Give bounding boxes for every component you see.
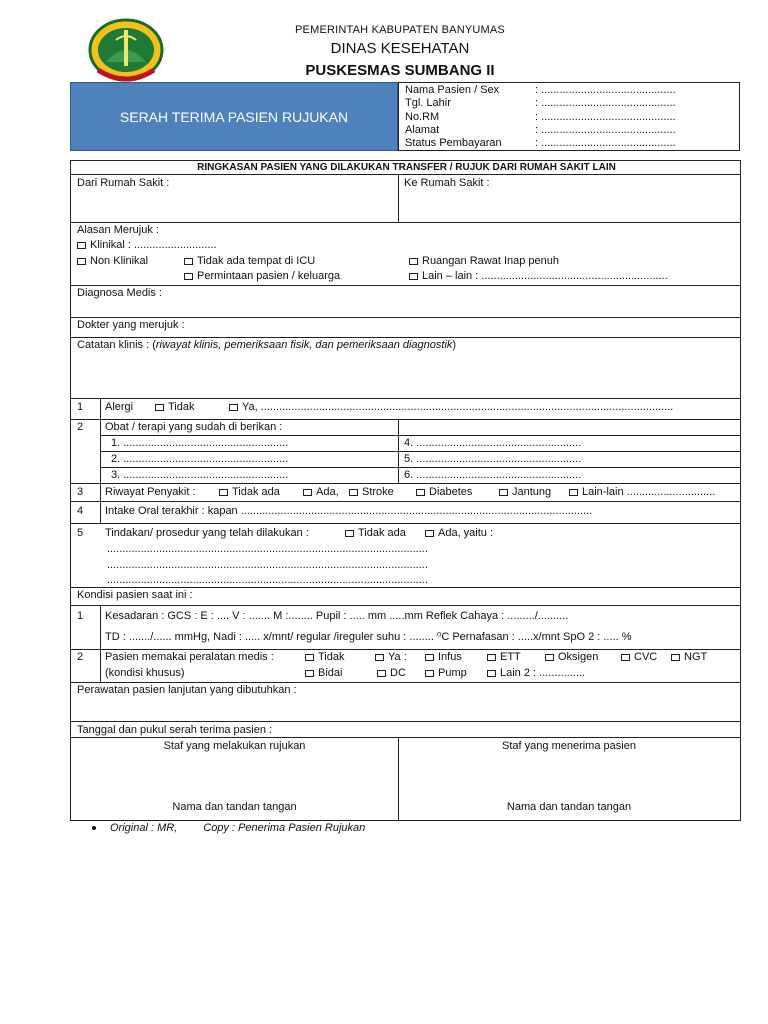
referral-form — [70, 160, 741, 821]
header-government: PEMERINTAH KABUPATEN BANYUMAS — [295, 24, 505, 36]
referring-doctor-label: Dokter yang merujuk : — [77, 319, 185, 331]
checkbox[interactable] — [545, 654, 554, 661]
row-number: 4 — [77, 505, 84, 517]
allergy-no-checkbox[interactable] — [155, 404, 164, 411]
history-stroke[interactable]: Stroke — [349, 486, 394, 498]
special-condition-label: (kondisi khusus) — [105, 667, 185, 679]
diagnosis-label: Diagnosa Medis : — [77, 287, 162, 299]
patient-name-label: Nama Pasien / Sex — [405, 84, 500, 96]
ruangan-checkbox[interactable] — [409, 258, 418, 265]
equip-lain[interactable]: Lain 2 : ............... — [487, 667, 585, 679]
footer-copy: Copy : Penerima Pasien Rujukan — [203, 822, 366, 834]
footer-original: Original : MR, — [110, 822, 178, 834]
history-jantung[interactable]: Jantung — [499, 486, 551, 498]
equip-ett[interactable]: ETT — [487, 651, 521, 663]
checkbox[interactable] — [303, 489, 312, 496]
equipment-label: Pasien memakai peralatan medis : — [105, 651, 274, 663]
equip-infus[interactable]: Infus — [425, 651, 462, 663]
equip-tidak[interactable]: Tidak — [305, 651, 345, 663]
receiving-staff-label: Staf yang menerima pasien — [502, 740, 636, 752]
follow-up-care-label: Perawatan pasien lanjutan yang dibutuhkan : — [77, 684, 297, 696]
record-number-label: No.RM — [405, 111, 440, 123]
procedure-label: Tindakan/ prosedur yang telah dilakukan : — [105, 527, 309, 539]
reason-klinikal[interactable]: Klinikal : ........................... — [77, 239, 217, 251]
consciousness-line[interactable]: Kesadaran : GCS : E : .... V : ....... M :........ Pupil : ..... mm .....mm Reflek Cahaya : ........./.......... — [105, 610, 569, 622]
patient-info-box — [398, 82, 740, 151]
history-label: Riwayat Penyakit : — [105, 486, 196, 498]
row-number: 5 — [77, 527, 84, 539]
medication-item-4[interactable]: 4. ...................................................... — [404, 437, 582, 449]
address-label: Alamat — [405, 124, 440, 136]
bullet-icon — [92, 826, 96, 830]
form-title: SERAH TERIMA PASIEN RUJUKAN — [119, 108, 349, 125]
allergy-label: Alergi — [105, 401, 134, 413]
reason-lain[interactable]: Lain – lain : ............................................................. — [409, 270, 668, 282]
row-number: 2 — [77, 651, 84, 663]
reason-icu[interactable]: Tidak ada tempat di ICU — [184, 255, 315, 267]
checkbox[interactable] — [425, 530, 434, 537]
checkbox[interactable] — [345, 530, 354, 537]
history-diabetes[interactable]: Diabetes — [416, 486, 472, 498]
footer-note — [92, 822, 365, 834]
section-title: RINGKASAN PASIEN YANG DILAKUKAN TRANSFER / RUJUK DARI RUMAH SAKIT LAIN — [197, 162, 616, 173]
equip-oksigen[interactable]: Oksigen — [545, 651, 598, 663]
allergy-no[interactable]: Tidak — [155, 401, 195, 413]
payment-status-label: Status Pembayaran — [405, 137, 502, 149]
referring-signature-label[interactable]: Nama dan tandan tangan — [172, 801, 297, 813]
patient-name-field[interactable]: : ............................................ — [535, 84, 676, 96]
checkbox[interactable] — [487, 654, 496, 661]
checkbox[interactable] — [416, 489, 425, 496]
checkbox[interactable] — [569, 489, 578, 496]
checkbox[interactable] — [621, 654, 630, 661]
checkbox[interactable] — [425, 654, 434, 661]
birth-date-label: Tgl. Lahir — [405, 97, 451, 109]
equip-dc[interactable]: DC — [377, 667, 406, 679]
row-number: 2 — [77, 421, 84, 433]
reason-ruangan[interactable]: Ruangan Rawat Inap penuh — [409, 255, 559, 267]
medication-item-1[interactable]: 1. ...................................................... — [111, 437, 289, 449]
equip-cvc[interactable]: CVC — [621, 651, 657, 663]
procedure-line[interactable]: ......................................................................................................... — [107, 559, 428, 571]
reason-permintaan[interactable]: Permintaan pasien / keluarga — [184, 270, 340, 282]
checkbox[interactable] — [305, 654, 314, 661]
checkbox[interactable] — [425, 670, 434, 677]
receiving-signature-label[interactable]: Nama dan tandan tangan — [506, 801, 632, 813]
history-ada[interactable]: Ada, — [303, 486, 339, 498]
oral-intake-label[interactable]: Intake Oral terakhir : kapan ................................................................................................................... — [105, 505, 593, 517]
allergy-yes-checkbox[interactable] — [229, 404, 238, 411]
condition-label: Kondisi pasien saat ini : — [77, 589, 193, 601]
row-number: 1 — [77, 610, 84, 622]
to-hospital-label: Ke Rumah Sakit : — [404, 177, 490, 189]
checkbox[interactable] — [349, 489, 358, 496]
medication-item-5[interactable]: 5. ...................................................... — [404, 453, 582, 465]
equip-pump[interactable]: Pump — [425, 667, 467, 679]
icu-checkbox[interactable] — [184, 258, 193, 265]
medication-item-6[interactable]: 6. ...................................................... — [404, 469, 582, 481]
checkbox[interactable] — [305, 670, 314, 677]
row-number: 1 — [77, 401, 84, 413]
form-title-box — [70, 82, 398, 151]
checkbox[interactable] — [499, 489, 508, 496]
birth-date-field[interactable]: : ............................................ — [535, 97, 676, 109]
checkbox[interactable] — [219, 489, 228, 496]
from-hospital-label: Dari Rumah Sakit : — [77, 177, 170, 189]
address-field[interactable]: : ............................................ — [535, 124, 676, 136]
procedure-line[interactable]: ......................................................................................................... — [107, 543, 428, 555]
checkbox[interactable] — [671, 654, 680, 661]
referring-staff-label: Staf yang melakukan rujukan — [163, 740, 306, 752]
checkbox[interactable] — [487, 670, 496, 677]
procedure-none[interactable]: Tidak ada — [345, 527, 406, 539]
header-department: DINAS KESEHATAN — [330, 40, 470, 57]
handover-time-label: Tanggal dan pukul serah terima pasien : — [77, 724, 273, 736]
procedure-line[interactable]: ......................................................................................................... — [107, 574, 428, 586]
row-number: 3 — [77, 486, 84, 498]
equip-bidai[interactable]: Bidai — [305, 667, 342, 679]
record-number-field[interactable]: : ............................................ — [535, 111, 676, 123]
checkbox[interactable] — [377, 670, 386, 677]
medication-item-3[interactable]: 3. ...................................................... — [111, 469, 289, 481]
medication-label: Obat / terapi yang sudah di berikan : — [105, 421, 283, 433]
equip-ya[interactable]: Ya : — [375, 651, 407, 663]
payment-status-field[interactable]: : ............................................ — [535, 137, 676, 149]
reason-label: Alasan Merujuk : — [77, 224, 159, 236]
lain-checkbox[interactable] — [409, 273, 418, 280]
header-puskesmas: PUSKESMAS SUMBANG II — [305, 62, 495, 79]
permintaan-checkbox[interactable] — [184, 273, 193, 280]
history-lain[interactable]: Lain-lain ............................. — [569, 486, 715, 498]
clinical-notes-label: Catatan klinis : (riwayat klinis, pemeriksaan fisik, dan pemeriksaan diagnostik) — [77, 339, 457, 351]
equip-ngt[interactable]: NGT — [671, 651, 707, 663]
vitals-line[interactable]: TD : ......./...... mmHg, Nadi : ..... x/mnt/ regular /ireguler suhu : ........ ⁰C Pernafasan : .....x/mnt SpO 2 : ..... % — [105, 631, 632, 643]
non-klinikal-checkbox[interactable] — [77, 258, 86, 265]
checkbox[interactable] — [375, 654, 384, 661]
klinikal-checkbox[interactable] — [77, 242, 86, 249]
history-none[interactable]: Tidak ada — [219, 486, 280, 498]
medication-item-2[interactable]: 2. ...................................................... — [111, 453, 289, 465]
allergy-yes[interactable]: Ya, ....................................................................................................................................... — [229, 401, 673, 413]
reason-non-klinikal[interactable]: Non Klinikal — [77, 255, 148, 267]
procedure-yes[interactable]: Ada, yaitu : — [425, 527, 493, 539]
